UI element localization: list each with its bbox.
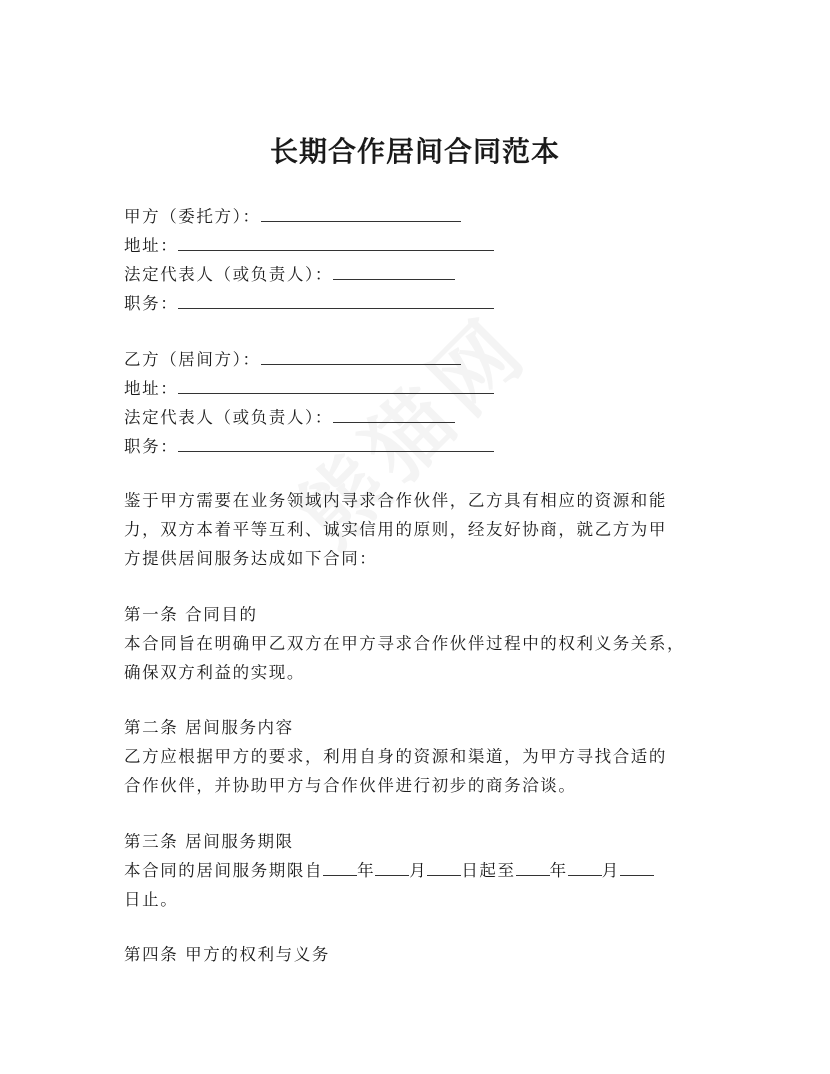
article-2-text: 合作伙伴，并协助甲方与合作伙伴进行初步的商务洽谈。 bbox=[124, 776, 577, 795]
article-1-text: 确保双方利益的实现。 bbox=[124, 663, 305, 682]
party-b-address-label: 地址： bbox=[124, 379, 179, 398]
article-4-heading: 第四条 甲方的权利与义务 bbox=[124, 945, 330, 964]
party-a-position-line bbox=[124, 292, 494, 316]
party-b-rep-label: 法定代表人（或负责人）： bbox=[124, 408, 333, 427]
term-prefix: 本合同的居间服务期限自 bbox=[124, 861, 324, 880]
party-a-address-label: 地址： bbox=[124, 236, 179, 255]
term-start-year-blank bbox=[323, 859, 357, 876]
party-b-label: 乙方（居间方）： bbox=[124, 350, 261, 369]
term-from-label: 日起至 bbox=[461, 861, 516, 880]
preamble-line: 力，双方本着平等互利、诚实信用的原则，经友好协商，就乙方为甲 bbox=[124, 520, 667, 539]
term-year-label: 年 bbox=[357, 861, 376, 880]
term-start-month-blank bbox=[375, 859, 409, 876]
party-b-blank bbox=[261, 348, 461, 365]
term-month2-label: 月 bbox=[601, 861, 620, 880]
term-start-day-blank bbox=[427, 859, 461, 876]
party-b-position-label: 职务： bbox=[124, 437, 179, 456]
party-a-rep-blank bbox=[333, 263, 455, 280]
party-a-blank bbox=[261, 205, 461, 222]
article-1-text: 本合同旨在明确甲乙双方在甲方寻求合作伙伴过程中的权利义务关系， bbox=[124, 634, 686, 653]
party-b-rep-blank bbox=[333, 406, 455, 423]
term-end-year-blank bbox=[516, 859, 550, 876]
article-3-term-end: 日止。 bbox=[124, 890, 179, 909]
party-b-rep-line bbox=[124, 406, 455, 430]
party-b-line bbox=[124, 348, 461, 372]
party-b-position-blank bbox=[178, 435, 494, 452]
term-end-month-blank bbox=[568, 859, 602, 876]
term-year2-label: 年 bbox=[549, 861, 568, 880]
party-b-address-blank bbox=[178, 377, 494, 394]
party-a-line bbox=[124, 205, 461, 229]
party-b-address-line bbox=[124, 377, 494, 401]
article-3-term-line bbox=[124, 859, 654, 883]
article-2-text: 乙方应根据甲方的要求，利用自身的资源和渠道，为甲方寻找合适的 bbox=[124, 747, 667, 766]
party-a-rep-line bbox=[124, 263, 455, 287]
party-a-rep-label: 法定代表人（或负责人）： bbox=[124, 265, 333, 284]
preamble-line: 方提供居间服务达成如下合同： bbox=[124, 549, 378, 568]
party-a-address-line bbox=[124, 234, 494, 258]
article-1-heading: 第一条 合同目的 bbox=[124, 605, 258, 624]
article-3-heading: 第三条 居间服务期限 bbox=[124, 832, 294, 851]
party-a-address-blank bbox=[178, 234, 494, 251]
term-month-label: 月 bbox=[409, 861, 428, 880]
party-b-position-line bbox=[124, 435, 494, 459]
party-a-position-label: 职务： bbox=[124, 294, 179, 313]
term-end-day-blank bbox=[620, 859, 654, 876]
article-2-heading: 第二条 居间服务内容 bbox=[124, 718, 294, 737]
preamble-line: 鉴于甲方需要在业务领域内寻求合作伙伴，乙方具有相应的资源和能 bbox=[124, 491, 667, 510]
party-a-position-blank bbox=[178, 292, 494, 309]
party-a-label: 甲方（委托方）： bbox=[124, 207, 261, 226]
document-title: 长期合作居间合同范本 bbox=[269, 135, 560, 168]
